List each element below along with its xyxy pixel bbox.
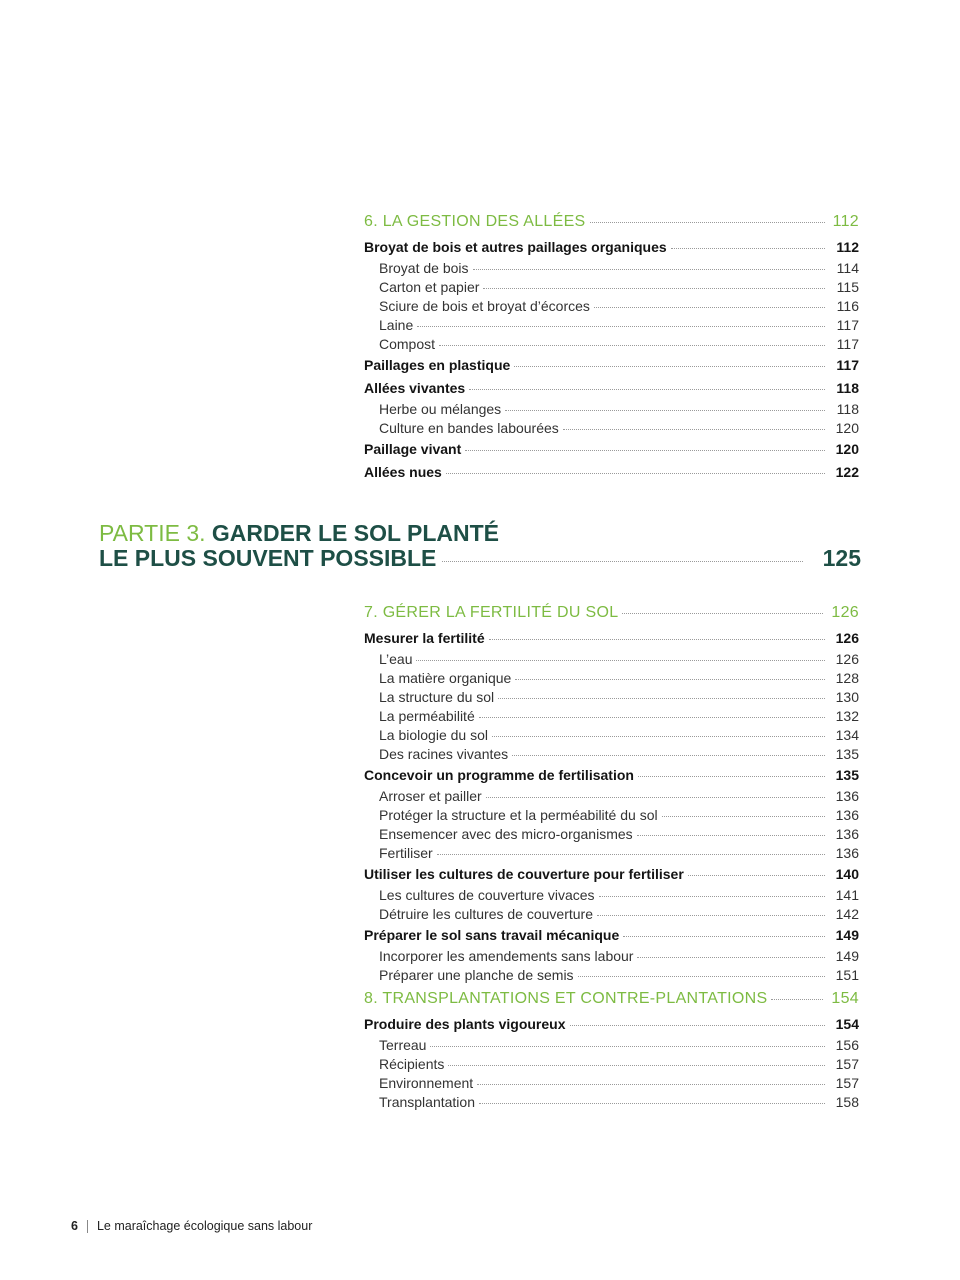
toc-subsection-entry[interactable] (364, 651, 859, 670)
entry-page: 142 (835, 906, 859, 922)
entry-page: 126 (835, 630, 859, 646)
entry-label: Carton et papier (379, 279, 480, 295)
entry-page: 135 (835, 746, 859, 762)
toc-subsection-entry[interactable] (364, 826, 859, 845)
toc-section-entry[interactable] (364, 239, 859, 260)
part-title-line1: GARDER LE SOL PLANTÉ (211, 520, 500, 546)
entry-label: Compost (379, 336, 436, 352)
entry-label: Allées vivantes (364, 380, 466, 396)
chapter-title: 7. GÉRER LA FERTILITÉ DU SOL (364, 604, 619, 621)
entry-label: Utiliser les cultures de couverture pour fertiliser (364, 866, 684, 882)
toc-chapter-8 (364, 990, 859, 1113)
entry-page: 141 (835, 887, 859, 903)
dot-leader (512, 755, 825, 756)
entry-label: Fertiliser (379, 845, 433, 861)
toc-subsection-entry[interactable] (364, 1075, 859, 1094)
dot-leader (563, 429, 825, 430)
toc-chapter-6 (364, 213, 859, 485)
toc-section-entry[interactable] (364, 866, 859, 887)
toc-section-entry[interactable] (364, 767, 859, 788)
entry-page: 126 (835, 651, 859, 667)
dot-leader (515, 679, 825, 680)
entry-page: 130 (835, 689, 859, 705)
toc-subsection-entry[interactable] (364, 708, 859, 727)
chapter-heading[interactable] (364, 213, 859, 239)
entry-label: La perméabilité (379, 708, 475, 724)
toc-subsection-entry[interactable] (364, 336, 859, 355)
entry-page: 116 (836, 298, 859, 314)
entry-label: Concevoir un programme de fertilisation (364, 767, 634, 783)
dot-leader (417, 326, 825, 327)
toc-subsection-entry[interactable] (364, 1056, 859, 1075)
toc-subsection-entry[interactable] (364, 788, 859, 807)
chapter-page: 112 (832, 213, 859, 230)
dot-leader (638, 776, 825, 777)
toc-subsection-entry[interactable] (364, 298, 859, 317)
toc-subsection-entry[interactable] (364, 689, 859, 708)
entry-page: 117 (836, 317, 859, 333)
toc-section-entry[interactable] (364, 464, 859, 485)
toc-subsection-entry[interactable] (364, 727, 859, 746)
dot-leader (430, 1046, 825, 1047)
dot-leader (483, 288, 825, 289)
entry-page: 120 (835, 420, 859, 436)
toc-subsection-entry[interactable] (364, 746, 859, 765)
entry-label: Mesurer la fertilité (364, 630, 485, 646)
entry-label: Détruire les cultures de couverture (379, 906, 593, 922)
entry-label: La matière organique (379, 670, 512, 686)
entry-label: Transplantation (379, 1094, 475, 1110)
entry-page: 135 (835, 767, 859, 783)
entry-page: 114 (836, 260, 859, 276)
entry-page: 140 (835, 866, 859, 882)
toc-section-entry[interactable] (364, 357, 859, 378)
footer-page-number: 6 (71, 1219, 78, 1233)
entry-label: Les cultures de couverture vivaces (379, 887, 595, 903)
entry-page: 149 (835, 927, 859, 943)
entry-page: 118 (836, 380, 859, 396)
dot-leader (637, 835, 825, 836)
dot-leader (671, 248, 825, 249)
dot-leader (446, 473, 825, 474)
entry-page: 149 (835, 948, 859, 964)
entry-page: 115 (836, 279, 859, 295)
entry-label: Récipients (379, 1056, 445, 1072)
toc-section-entry[interactable] (364, 927, 859, 948)
dot-leader (469, 389, 825, 390)
dot-leader (492, 736, 825, 737)
dot-leader (662, 816, 825, 817)
entry-label: L’eau (379, 651, 413, 667)
entry-page: 136 (835, 788, 859, 804)
chapter-page: 154 (831, 990, 859, 1007)
entry-label: Ensemencer avec des micro-organismes (379, 826, 633, 842)
entry-page: 128 (835, 670, 859, 686)
toc-subsection-entry[interactable] (364, 670, 859, 689)
dot-leader (637, 957, 825, 958)
dot-leader (465, 450, 825, 451)
entry-label: Paillages en plastique (364, 357, 511, 373)
dot-leader (477, 1084, 825, 1085)
entry-page: 120 (835, 441, 859, 457)
entry-label: La biologie du sol (379, 727, 488, 743)
toc-subsection-entry[interactable] (364, 845, 859, 864)
entry-page: 158 (835, 1094, 859, 1110)
toc-subsection-entry[interactable] (364, 948, 859, 967)
entry-label: Broyat de bois (379, 260, 469, 276)
entry-label: Des racines vivantes (379, 746, 509, 762)
entry-page: 156 (835, 1037, 859, 1053)
dot-leader (514, 366, 825, 367)
dot-leader (505, 410, 825, 411)
dot-leader (479, 1103, 825, 1104)
entry-label: Préparer le sol sans travail mécanique (364, 927, 620, 943)
entry-page: 151 (835, 967, 859, 983)
dot-leader (771, 999, 823, 1000)
part-label: PARTIE 3. (99, 520, 206, 546)
entry-label: La structure du sol (379, 689, 495, 705)
entry-page: 117 (836, 357, 859, 373)
part-page: 125 (822, 545, 861, 571)
footer-book-title: Le maraîchage écologique sans labour (96, 1219, 313, 1233)
entry-page: 117 (836, 336, 859, 352)
toc-subsection-entry[interactable] (364, 401, 859, 420)
chapter-entries (364, 1016, 859, 1113)
toc-subsection-entry[interactable] (364, 807, 859, 826)
entry-page: 112 (836, 239, 859, 255)
chapter-title: 6. LA GESTION DES ALLÉES (364, 213, 586, 230)
entry-page: 136 (835, 845, 859, 861)
toc-section-entry[interactable] (364, 630, 859, 651)
toc-section-entry[interactable] (364, 441, 859, 462)
entry-label: Broyat de bois et autres paillages organiques (364, 239, 667, 255)
entry-label: Terreau (379, 1037, 427, 1053)
entry-page: 134 (835, 727, 859, 743)
chapter-entries (364, 630, 859, 986)
dot-leader (597, 915, 825, 916)
dot-leader (473, 269, 826, 270)
entry-page: 122 (835, 464, 859, 480)
toc-subsection-entry[interactable] (364, 906, 859, 925)
toc-chapter-7 (364, 604, 859, 986)
toc-section-entry[interactable] (364, 380, 859, 401)
dot-leader (479, 717, 825, 718)
dot-leader (448, 1065, 825, 1066)
chapter-title: 8. TRANSPLANTATIONS ET CONTRE-PLANTATIONS (364, 990, 768, 1007)
dot-leader (439, 345, 825, 346)
toc-subsection-entry[interactable] (364, 1037, 859, 1056)
entry-label: Incorporer les amendements sans labour (379, 948, 634, 964)
dot-leader (688, 875, 825, 876)
entry-label: Préparer une planche de semis (379, 967, 574, 983)
entry-page: 157 (835, 1056, 859, 1072)
toc-subsection-entry[interactable] (364, 967, 859, 986)
entry-label: Allées nues (364, 464, 442, 480)
entry-label: Protéger la structure et la perméabilité du sol (379, 807, 658, 823)
dot-leader (416, 660, 825, 661)
dot-leader (623, 936, 825, 937)
dot-leader (594, 307, 825, 308)
chapter-page: 126 (831, 604, 859, 621)
entry-label: Paillage vivant (364, 441, 462, 457)
entry-label: Arroser et pailler (379, 788, 482, 804)
dot-leader (437, 854, 825, 855)
entry-page: 136 (835, 807, 859, 823)
entry-page: 118 (836, 401, 859, 417)
toc-subsection-entry[interactable] (364, 260, 859, 279)
dot-leader (489, 639, 825, 640)
dot-leader (498, 698, 825, 699)
entry-label: Culture en bandes labourées (379, 420, 559, 436)
dot-leader (578, 976, 825, 977)
toc-subsection-entry[interactable] (364, 420, 859, 439)
chapter-entries (364, 239, 859, 485)
dot-leader (570, 1025, 826, 1026)
entry-label: Herbe ou mélanges (379, 401, 502, 417)
chapter-heading[interactable] (364, 604, 859, 630)
toc-subsection-entry[interactable] (364, 887, 859, 906)
dot-leader (486, 797, 825, 798)
dot-leader (599, 896, 825, 897)
toc-subsection-entry[interactable] (364, 317, 859, 336)
entry-label: Produire des plants vigoureux (364, 1016, 566, 1032)
dot-leader (442, 561, 802, 562)
entry-page: 132 (835, 708, 859, 724)
chapter-heading[interactable] (364, 990, 859, 1016)
toc-section-entry[interactable] (364, 1016, 859, 1037)
toc-subsection-entry[interactable] (364, 279, 859, 298)
dot-leader (590, 222, 825, 223)
part-title-line2: LE PLUS SOUVENT POSSIBLE (99, 545, 437, 571)
entry-page: 157 (835, 1075, 859, 1091)
dot-leader (622, 613, 823, 614)
toc-subsection-entry[interactable] (364, 1094, 859, 1113)
entry-page: 154 (835, 1016, 859, 1032)
entry-label: Environnement (379, 1075, 474, 1091)
entry-page: 136 (835, 826, 859, 842)
part-heading[interactable] (99, 521, 861, 571)
footer-separator (87, 1220, 88, 1233)
entry-label: Laine (379, 317, 414, 333)
entry-label: Sciure de bois et broyat d’écorces (379, 298, 590, 314)
page-footer (71, 1219, 312, 1233)
